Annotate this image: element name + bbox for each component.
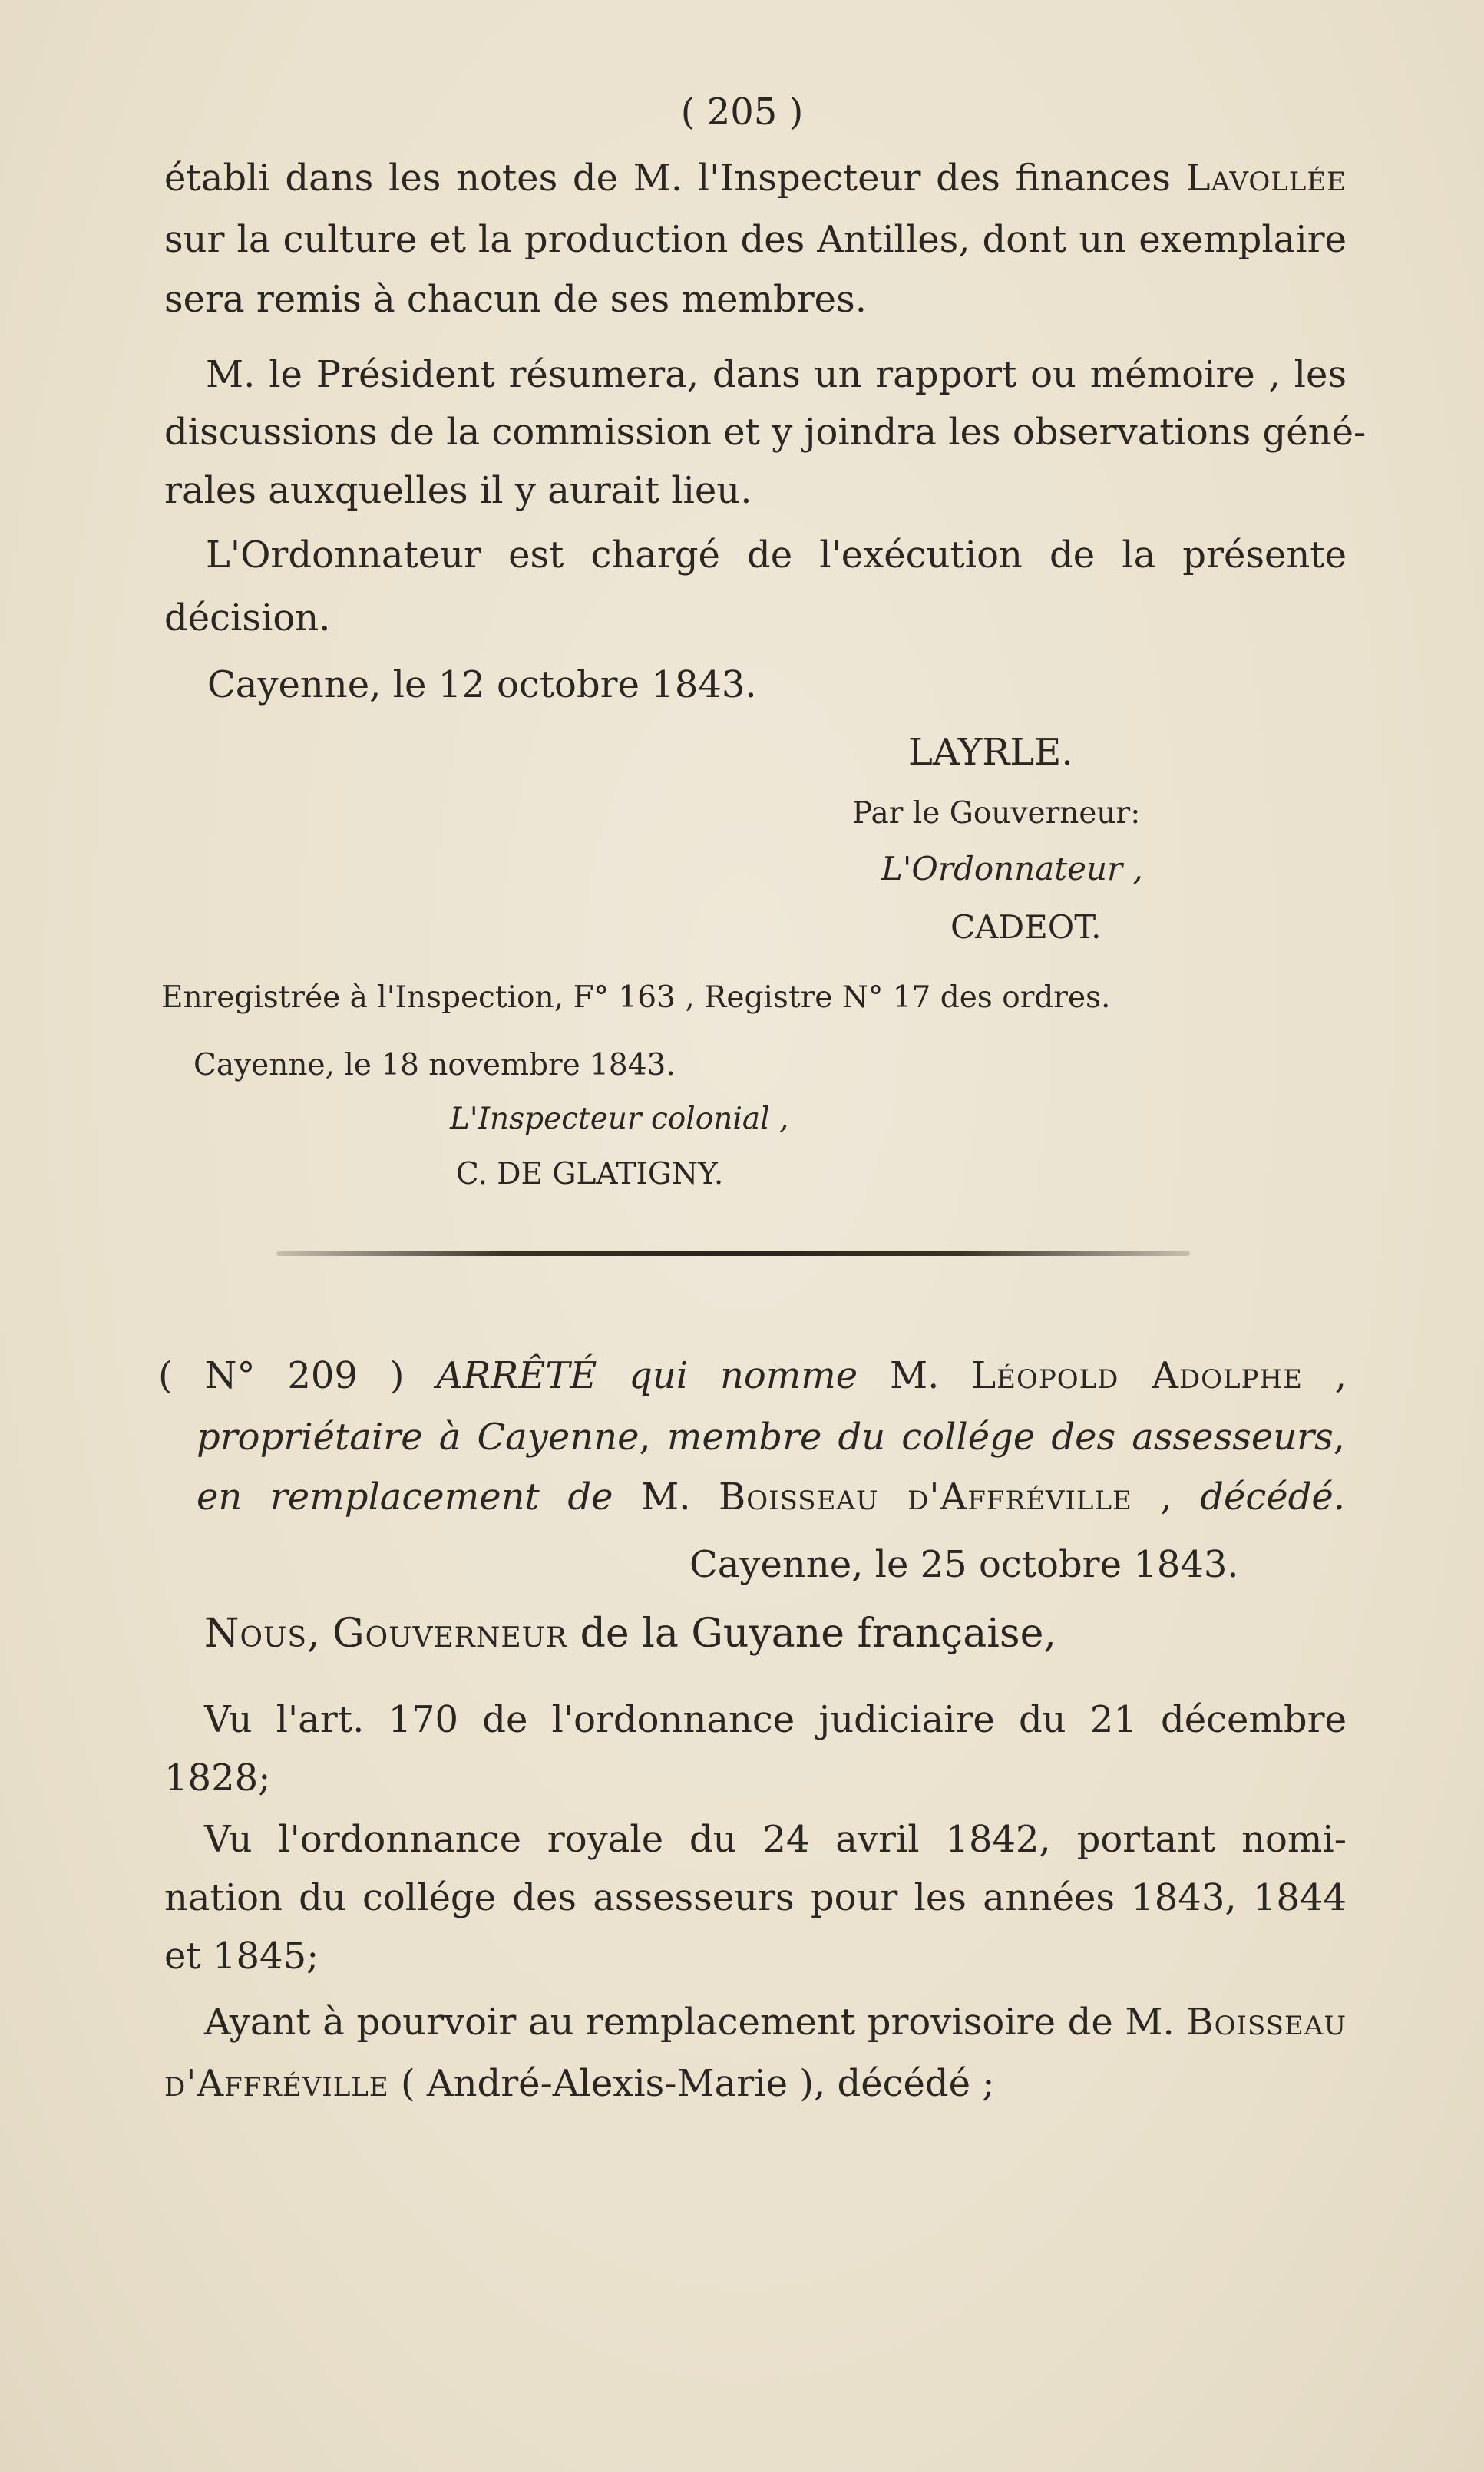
section-divider xyxy=(276,1251,1190,1256)
arrete-line3: en remplacement de M. Boisseau d'Affréville , décédé. xyxy=(197,1476,1346,1519)
registration-date: Cayenne, le 18 novembre 1843. xyxy=(193,1048,676,1082)
ayant-line2: d'Affréville ( André-Alexis-Marie ), décédé ; xyxy=(164,2062,995,2105)
page-number: ( 205 ) xyxy=(680,91,804,134)
name-leopold-adolphe: Léopold Adolphe xyxy=(971,1354,1303,1397)
registration-text: Enregistrée à l'Inspection, F° 163 , Registre N° 17 des ordres. xyxy=(161,980,1111,1015)
para3-line2: décision. xyxy=(164,597,331,639)
para2-line3: rales auxquelles il y aurait lieu. xyxy=(164,469,752,512)
para1-line2: sur la culture et la production des Antilles, dont un exemplaire xyxy=(164,218,1347,261)
vu1-line1: Vu l'art. 170 de l'ordonnance judiciaire du 21 décembre xyxy=(204,1698,1347,1741)
para2-line2: discussions de la commission et y joindra les observations géné- xyxy=(164,411,1367,454)
vu2-line1: Vu l'ordonnance royale du 24 avril 1842, portant nomi- xyxy=(204,1818,1347,1861)
ayant-line1: Ayant à pourvoir au remplacement provisoire de M. Boisseau xyxy=(204,2001,1347,2044)
signature-cadeot: CADEOT. xyxy=(950,908,1102,946)
inspecteur-role: L'Inspecteur colonial , xyxy=(450,1102,789,1136)
par-le-gouverneur: Par le Gouverneur: xyxy=(852,796,1141,831)
name-lavollee: Lavollée xyxy=(1185,157,1347,200)
para2-line1: M. le Président résumera, dans un rapport ou mémoire , les xyxy=(206,353,1347,396)
ordonnateur-role: L'Ordonnateur , xyxy=(881,850,1143,887)
name-boisseau: Boisseau d'Affréville xyxy=(719,1476,1132,1519)
para1-line3: sera remis à chacun de ses membres. xyxy=(164,278,867,321)
para1-line1: établi dans les notes de M. l'Inspecteur des finances Lavollée xyxy=(164,157,1347,200)
signature-layrle: LAYRLE. xyxy=(908,731,1073,774)
signature-glatigny: C. DE GLATIGNY. xyxy=(456,1157,724,1191)
arrete-line1: ( N° 209 ) ARRÊTÉ qui nomme M. Léopold Adolphe , xyxy=(158,1354,1347,1397)
para3-line1: L'Ordonnateur est chargé de l'exécution de la présente xyxy=(206,534,1347,577)
name-boisseau-2: Boisseau xyxy=(1186,2001,1347,2044)
vu2-line2: nation du collége des assesseurs pour les années 1843, 1844 xyxy=(164,1876,1347,1919)
date-1: Cayenne, le 12 octobre 1843. xyxy=(207,663,757,706)
arrete-line2: propriétaire à Cayenne, membre du collége des assesseurs, xyxy=(197,1416,1346,1459)
date-2: Cayenne, le 25 octobre 1843. xyxy=(689,1543,1239,1586)
vu1-line2: 1828; xyxy=(164,1757,271,1799)
nous-gouverneur: Nous, Gouverneur de la Guyane française, xyxy=(204,1611,1056,1657)
vu2-line3: et 1845; xyxy=(164,1935,319,1978)
